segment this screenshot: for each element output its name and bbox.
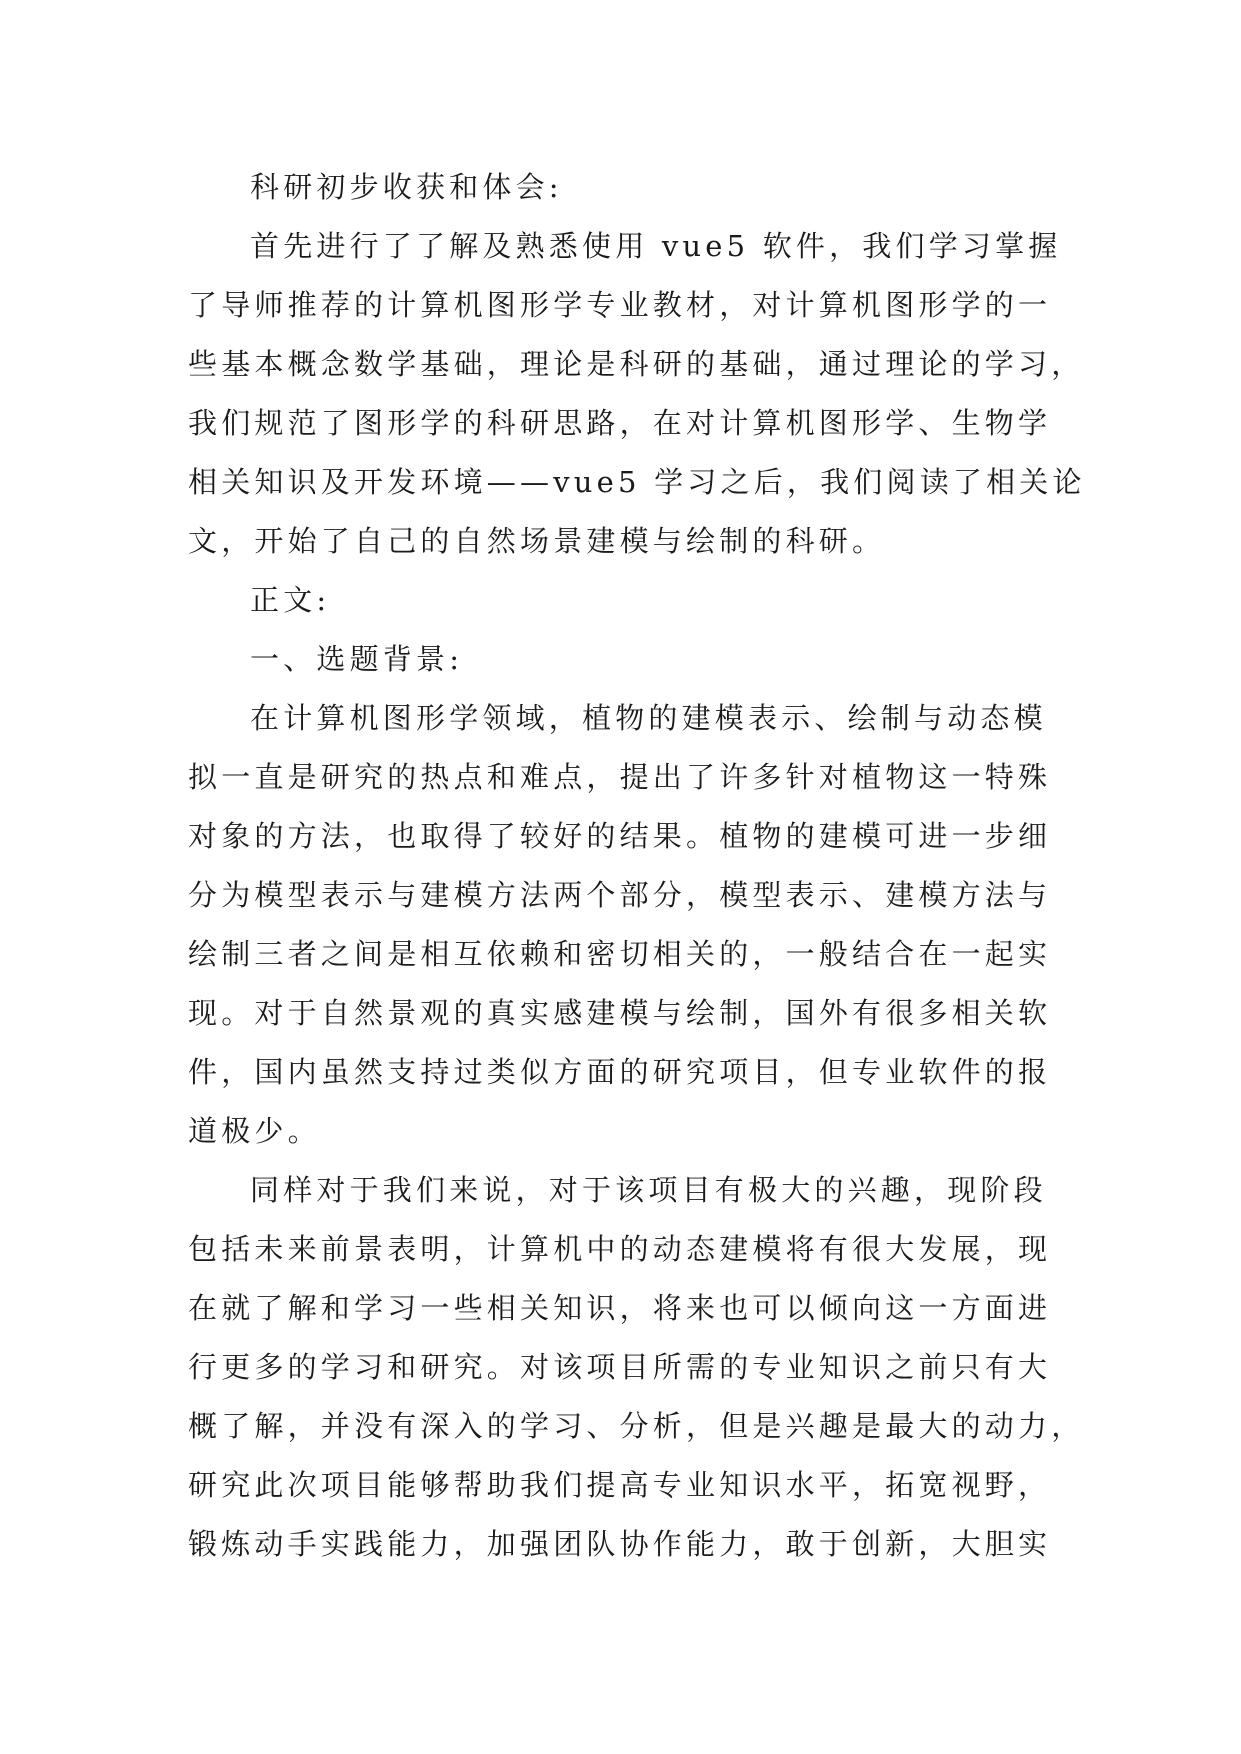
text-line: 概了解，并没有深入的学习、分析，但是兴趣是最大的动力， bbox=[188, 1409, 1085, 1443]
document-body bbox=[188, 158, 1086, 1574]
text-line: 在就了解和学习一些相关知识，将来也可以倾向这一方面进 bbox=[188, 1291, 1052, 1325]
text-line: 锻炼动手实践能力，加强团队协作能力，敢于创新，大胆实 bbox=[188, 1527, 1052, 1561]
text-line: 现。对于自然景观的真实感建模与绘制，国外有很多相关软 bbox=[188, 996, 1052, 1030]
text-line: 文，开始了自己的自然场景建模与绘制的科研。 bbox=[188, 524, 886, 558]
text-line: 我们规范了图形学的科研思路，在对计算机图形学、生物学 bbox=[188, 406, 1052, 440]
text-line: 些基本概念数学基础，理论是科研的基础，通过理论的学习， bbox=[188, 347, 1085, 381]
text-line: 同样对于我们来说，对于该项目有极大的兴趣，现阶段 bbox=[250, 1173, 1047, 1207]
text-line: 包括未来前景表明，计算机中的动态建模将有很大发展，现 bbox=[188, 1232, 1052, 1266]
text-line: 绘制三者之间是相互依赖和密切相关的，一般结合在一起实 bbox=[188, 937, 1052, 971]
text-line: 拟一直是研究的热点和难点，提出了许多针对植物这一特殊 bbox=[188, 760, 1052, 794]
section-heading: 正文: bbox=[250, 583, 331, 617]
text-line: 分为模型表示与建模方法两个部分，模型表示、建模方法与 bbox=[188, 878, 1052, 912]
text-line: 相关知识及开发环境——vue5 学习之后，我们阅读了相关论 bbox=[188, 465, 1086, 499]
text-line: 了导师推荐的计算机图形学专业教材，对计算机图形学的一 bbox=[188, 288, 1052, 322]
text-line: 件，国内虽然支持过类似方面的研究项目，但专业软件的报 bbox=[188, 1055, 1052, 1089]
text-line: 首先进行了了解及熟悉使用 vue5 软件，我们学习掌握 bbox=[250, 229, 1062, 263]
text-line: 在计算机图形学领域，植物的建模表示、绘制与动态模 bbox=[250, 701, 1047, 735]
text-line: 行更多的学习和研究。对该项目所需的专业知识之前只有大 bbox=[188, 1350, 1052, 1384]
text-line: 科研初步收获和体会: bbox=[250, 170, 563, 204]
text-line: 对象的方法，也取得了较好的结果。植物的建模可进一步细 bbox=[188, 819, 1052, 853]
text-line: 研究此次项目能够帮助我们提高专业知识水平，拓宽视野， bbox=[188, 1468, 1052, 1502]
text-line: 道极少。 bbox=[188, 1114, 321, 1148]
section-heading: 一、选题背景: bbox=[250, 642, 464, 676]
